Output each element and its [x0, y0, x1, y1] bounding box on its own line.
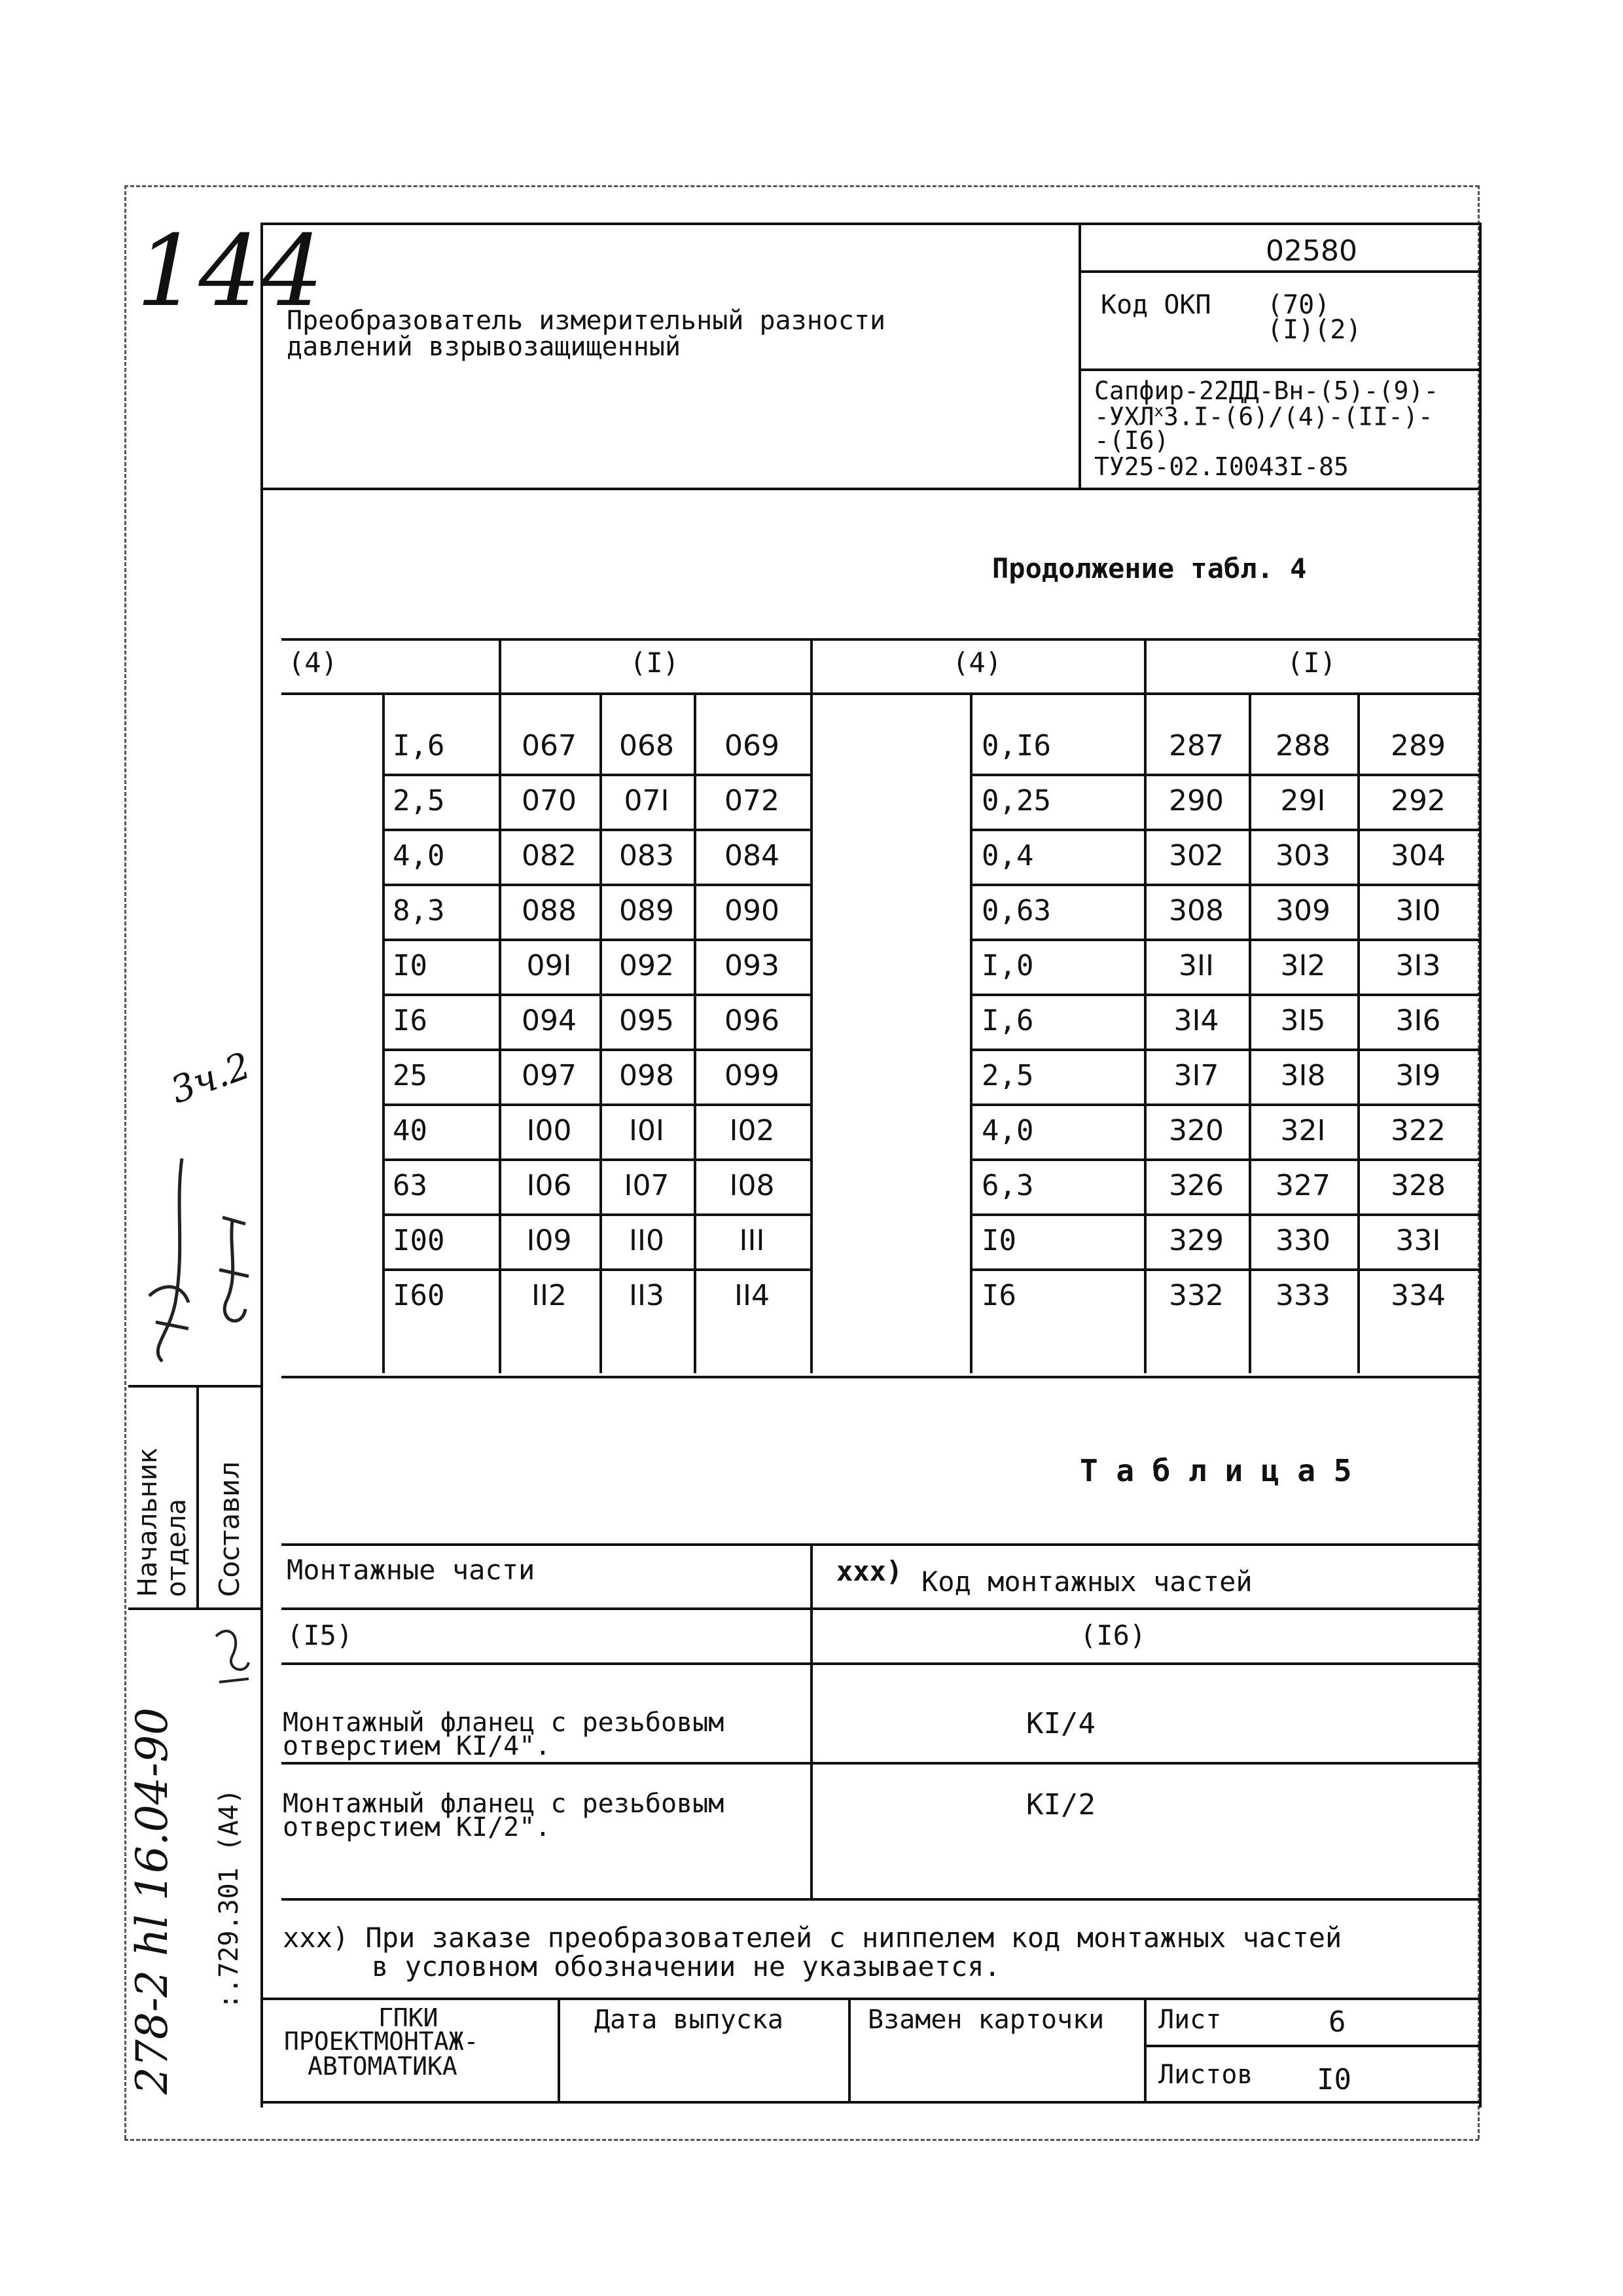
table4-cell: 3I7: [1173, 1059, 1219, 1092]
table4-row-sep: [970, 1103, 1479, 1106]
table4-cell: I6: [393, 1004, 427, 1037]
table4-cell: II0: [629, 1224, 664, 1257]
table4-row-sep: [382, 994, 810, 996]
table4-cell: 0,63: [982, 894, 1051, 927]
table4-cell: 304: [1391, 839, 1446, 872]
header-code-sep: [1079, 270, 1479, 273]
table4-cell: I,6: [393, 729, 445, 762]
table5-row2-code: KI/2: [1026, 1788, 1096, 1821]
designation-climate-mark: х: [1154, 402, 1164, 420]
table4-cell: 289: [1391, 729, 1446, 762]
table4-cell: 068: [619, 729, 674, 762]
table4-row-sep: [970, 1049, 1479, 1051]
table4-row-sep: [970, 994, 1479, 996]
table4-bottom-border: [281, 1376, 1479, 1378]
table4-row-sep: [970, 1268, 1479, 1271]
compiled-by-label: Составил: [213, 1461, 245, 1597]
header-okp-sep: [1079, 368, 1479, 371]
header-bottom-border: [260, 488, 1482, 490]
table4-cell: I08: [729, 1169, 775, 1202]
stamp-code: 278-2 hl 16.04-90: [127, 1707, 177, 2094]
table4-cell: 069: [724, 729, 779, 762]
table5-row1-sep: [281, 1762, 1479, 1765]
table4-col-divider: [810, 638, 813, 1373]
table4-cell: I0: [982, 1224, 1016, 1257]
table4-row-sep: [382, 829, 810, 831]
table4-cell: I00: [526, 1114, 572, 1147]
footnote-line2: в условном обозначении не указывается.: [372, 1950, 1001, 1982]
table4-cell: I,0: [982, 949, 1034, 982]
designation-line4: ТУ25-02.I0043I-85: [1094, 452, 1349, 481]
table4-cell: III: [739, 1224, 765, 1257]
footer-div1: [558, 1998, 560, 2101]
table4-cell: 326: [1169, 1169, 1224, 1202]
signature-compiler: [209, 1211, 255, 1342]
table4-cell: 3I3: [1395, 949, 1441, 982]
table5-num-sep: [281, 1662, 1479, 1665]
table4-cell: 308: [1169, 894, 1224, 927]
table4-cell: I60: [393, 1279, 445, 1312]
table4-cell: 330: [1275, 1224, 1330, 1257]
table4-header-cell: (I): [1287, 647, 1336, 679]
okp-code-line2: (I)(2): [1267, 315, 1362, 345]
table4-cell: 094: [522, 1004, 577, 1037]
table4-cell: 328: [1391, 1169, 1446, 1202]
table4-cell: 07I: [624, 784, 669, 817]
table4-cell: 322: [1391, 1114, 1446, 1147]
table4-cell: I09: [526, 1224, 572, 1257]
table4-row-sep: [382, 1049, 810, 1051]
signature-head-of-dept: [136, 1152, 199, 1368]
sheets-label: Листов: [1158, 2060, 1253, 2090]
revision-mark: 3ч.2: [165, 1044, 257, 1113]
table4-header-cell: (I): [630, 647, 679, 679]
organization-line3: АВТОМАТИКА: [308, 2052, 457, 2081]
table4-cell: 29I: [1280, 784, 1326, 817]
sheet-value: 6: [1329, 2005, 1346, 2039]
table4-cell: I06: [526, 1169, 572, 1202]
table4-cell: 333: [1275, 1279, 1330, 1312]
table4-cell: 332: [1169, 1279, 1224, 1312]
table5-col2-num: (I6): [1080, 1619, 1147, 1651]
table5-bottom-border: [281, 1898, 1479, 1901]
table4-row-sep: [382, 1158, 810, 1161]
footnote-line1: xxx) При заказе преобразователей с ниппелем код монтажных частей: [283, 1922, 1342, 1954]
table4-row-sep: [382, 1268, 810, 1271]
table4-cell: 089: [619, 894, 674, 927]
organization-line2: ПРОЕКТМОНТАЖ-: [284, 2027, 479, 2056]
footer-top-border: [260, 1998, 1482, 2000]
designation-line1: Сапфир-22ДД-Вн-(5)-(9)-: [1094, 376, 1439, 405]
table4-cell: II3: [629, 1279, 664, 1312]
table4-cell: 8,3: [393, 894, 445, 927]
table5-row2-part-line2: отверстием KI/2".: [283, 1812, 551, 1842]
table4-cell: 084: [724, 839, 779, 872]
table4-cell: 329: [1169, 1224, 1224, 1257]
table4-row-sep: [382, 939, 810, 941]
table4-row-sep: [382, 884, 810, 886]
organization-line1: ГПКИ: [378, 2003, 438, 2032]
table5-col2-header: Код монтажных частей: [921, 1566, 1253, 1598]
table4-cell: 40: [393, 1114, 427, 1147]
table4-cell: 070: [522, 784, 577, 817]
table4-cell: 302: [1169, 839, 1224, 872]
table5-header-sep: [281, 1607, 1479, 1610]
table4-cell: 088: [522, 894, 577, 927]
okp-code-line1: (70): [1267, 290, 1330, 320]
table4-cell: I0: [393, 949, 427, 982]
table4-cell: 3II: [1179, 949, 1214, 982]
table4-row-sep: [382, 774, 810, 776]
table4-cell: 3I8: [1280, 1059, 1326, 1092]
designation-line2: [1094, 403, 1433, 429]
frame-bottom-border: [124, 2139, 1479, 2141]
table4-cell: 2,5: [982, 1059, 1034, 1092]
table4-cell: 303: [1275, 839, 1330, 872]
table4-row-sep: [970, 829, 1479, 831]
document-title-line2: давлений взрывозащищенный: [287, 332, 681, 362]
table4-cell: I02: [729, 1114, 775, 1147]
page-number: 144: [136, 215, 324, 329]
table4-cell: 290: [1169, 784, 1224, 817]
table4-cell: 0,I6: [982, 729, 1051, 762]
footer-div3: [1144, 1998, 1147, 2101]
table4-row-sep: [970, 774, 1479, 776]
table4-cell: I0I: [629, 1114, 664, 1147]
table5-col1-header: Монтажные части: [287, 1554, 535, 1586]
table4-cell: 4,0: [393, 839, 445, 872]
table4-cell: I07: [624, 1169, 669, 1202]
table5-caption: Т а б л и ц а 5: [1080, 1453, 1352, 1488]
table4-cell: 2,5: [393, 784, 445, 817]
table4-cell: 320: [1169, 1114, 1224, 1147]
table4-col-divider: [382, 692, 385, 1373]
table4-cell: I00: [393, 1224, 445, 1257]
footer-div2: [848, 1998, 851, 2101]
table4-cell: 327: [1275, 1169, 1330, 1202]
table4-cell: 309: [1275, 894, 1330, 927]
head-of-dept-label: Начальник отдела: [133, 1447, 192, 1597]
table4-cell: 6,3: [982, 1169, 1034, 1202]
sheets-value: I0: [1317, 2063, 1351, 2096]
footer-bottom-border: [260, 2101, 1482, 2104]
table4-cell: 4,0: [982, 1114, 1034, 1147]
frame-top-border: [124, 185, 1479, 187]
designation-line3: -(I6): [1094, 426, 1169, 455]
document-title-line1: Преобразователь измерительный разности: [287, 306, 886, 336]
table4-cell: 3I5: [1280, 1004, 1326, 1037]
table4-cell: 067: [522, 729, 577, 762]
table5-col2-header-mark: xxx): [836, 1555, 903, 1587]
table4-header-sep: [281, 692, 1479, 695]
frame-left-border: [124, 185, 126, 2139]
table4-cell: 334: [1391, 1279, 1446, 1312]
designation-prefix: -УХЛ: [1094, 402, 1154, 431]
table4-cell: 090: [724, 894, 779, 927]
table4-cell: 25: [393, 1059, 427, 1092]
signature-initials: [209, 1617, 255, 1689]
table5-row1-part-line2: отверстием KI/4".: [283, 1731, 551, 1761]
table4-cell: 097: [522, 1059, 577, 1092]
table4-cell: 09I: [526, 949, 572, 982]
table4-cell: 0,4: [982, 839, 1034, 872]
table4-cell: 3I9: [1395, 1059, 1441, 1092]
table4-cell: 098: [619, 1059, 674, 1092]
table4-cell: 32I: [1280, 1114, 1326, 1147]
table4-cell: 33I: [1395, 1224, 1441, 1257]
format-text: :.729.301 (А4): [214, 1788, 244, 2009]
designation-suffix: 3.I-(6)/(4)-(II-)-: [1163, 402, 1433, 431]
table4-cell: I6: [982, 1279, 1016, 1312]
document-code: 02580: [1266, 234, 1357, 268]
table4-cell: 3I0: [1395, 894, 1441, 927]
table4-row-sep: [970, 939, 1479, 941]
header-divider: [1079, 223, 1081, 488]
table5-row1-code: KI/4: [1026, 1707, 1096, 1740]
table4-header-cell: (4): [952, 647, 1002, 679]
table5-col-divider: [810, 1543, 813, 1898]
table4-cell: 3I4: [1173, 1004, 1219, 1037]
table4-cell: 092: [619, 949, 674, 982]
side-col-divider: [196, 1385, 199, 1607]
table4-cell: 3I6: [1395, 1004, 1441, 1037]
table4-row-sep: [382, 1103, 810, 1106]
table5-row1-part-line1: Монтажный фланец с резьбовым: [283, 1708, 724, 1738]
table4-top-border: [281, 638, 1479, 641]
main-left-border: [260, 223, 263, 2108]
footer-sheet-sep: [1144, 2045, 1479, 2047]
table5-row2-part-line1: Монтажный фланец с резьбовым: [283, 1789, 724, 1819]
table4-caption: Продолжение табл. 4: [992, 552, 1307, 584]
table4-cell: 099: [724, 1059, 779, 1092]
replaces-card-label: Взамен карточки: [868, 2005, 1105, 2035]
table4-row-sep: [382, 1213, 810, 1216]
table4-cell: 096: [724, 1004, 779, 1037]
table4-header-cell: (4): [288, 647, 338, 679]
table4-cell: II2: [531, 1279, 567, 1312]
table4-cell: II4: [734, 1279, 770, 1312]
main-right-border: [1479, 223, 1482, 2108]
table4-cell: 0,25: [982, 784, 1051, 817]
issue-date-label: Дата выпуска: [594, 2005, 783, 2035]
table5-top-border: [281, 1543, 1479, 1546]
table4-cell: 072: [724, 784, 779, 817]
table4-row-sep: [970, 884, 1479, 886]
table4-row-sep: [970, 1158, 1479, 1161]
table4-row-sep: [970, 1213, 1479, 1216]
table4-cell: I,6: [982, 1004, 1034, 1037]
table4-cell: 287: [1169, 729, 1224, 762]
table4-cell: 095: [619, 1004, 674, 1037]
sheet-label: Лист: [1158, 2005, 1222, 2035]
table4-cell: 63: [393, 1169, 427, 1202]
table4-cell: 292: [1391, 784, 1446, 817]
table4-col-divider: [970, 692, 972, 1373]
okp-label: Код ОКП: [1101, 290, 1211, 320]
side-sep2: [128, 1607, 260, 1610]
table4-cell: 082: [522, 839, 577, 872]
table4-cell: 093: [724, 949, 779, 982]
table4-cell: 083: [619, 839, 674, 872]
table4-cell: 288: [1275, 729, 1330, 762]
table5-col1-num: (I5): [287, 1619, 353, 1651]
main-top-border: [260, 223, 1482, 225]
table4-cell: 3I2: [1280, 949, 1326, 982]
